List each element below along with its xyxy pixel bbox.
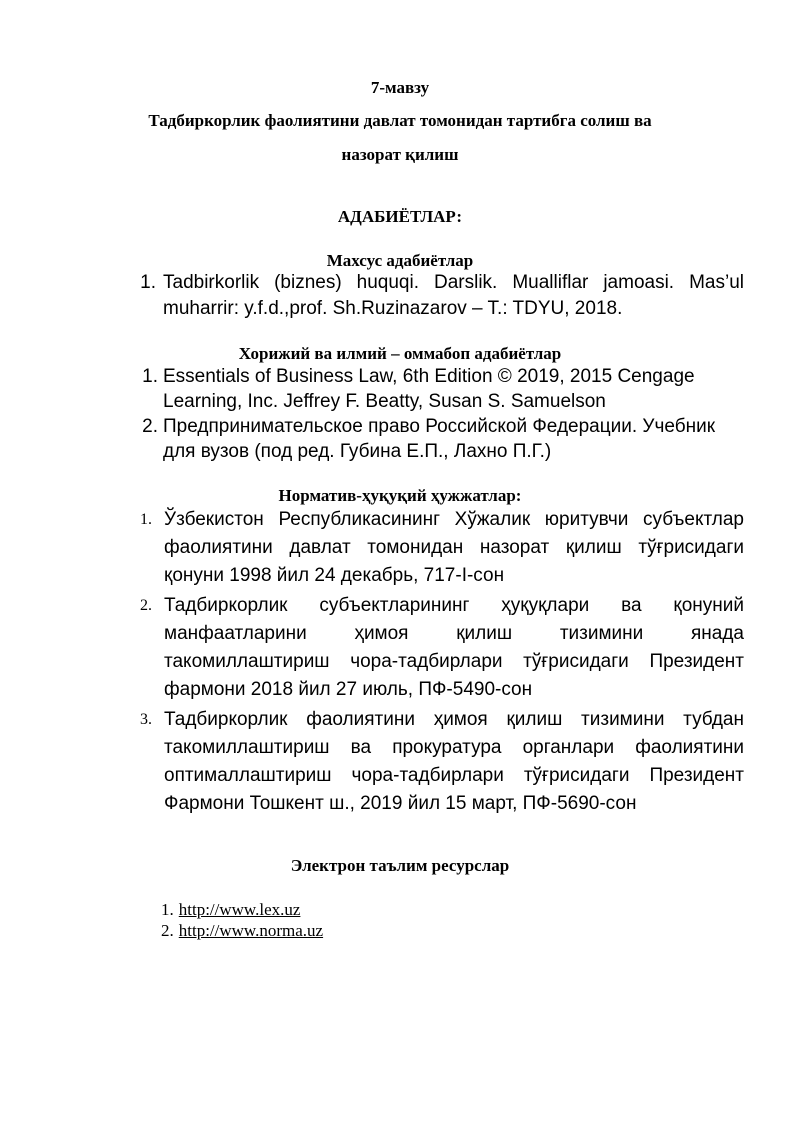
list-item [161,899,561,920]
list-item-text: Тадбиркорлик фаолиятини ҳимоя қилиш тизимини тубдан такомиллаштириш ва прокуратура органлари фаолиятини оптималлаштириш чора-тадбирлари тўғрисидаги Президент Фармони Тошкент ш., 2019 йил 15 март, ПФ-5690-сон [164,709,744,814]
list-item-text: Предпринимательское право Российской Федерации. Учебник для вузов (под ред. Губина Е.П., Лахно П.Г.) [163,416,716,462]
list-item-number: 2. [161,921,174,940]
topic-number: 7-мавзу [370,78,430,97]
foreign-literature-heading: Хорижий ва илмий – оммабоп адабиётлар [238,344,562,363]
list-item [161,920,561,941]
list-item-text: Тадбиркорлик субъектларининг ҳуқуқлари ва қонуний манфаатларини ҳимоя қилиш тизимини янада такомиллаштириш чора-тадбирлари тўғрисидаги Президент фармони 2018 йил 27 июль, ПФ-5490-сон [164,595,744,700]
lex-uz-link[interactable]: http://www.lex.uz [178,900,301,919]
list-item [140,270,744,322]
title-line-1: Тадбиркорлик фаолиятини давлат томонидан тартибга солиш ва [148,111,652,130]
electronic-resources-list [161,899,561,941]
list-item-number: 1. [142,366,158,387]
normative-documents-heading: Норматив-ҳуқуқий ҳужжатлар: [278,486,522,505]
norma-uz-link[interactable]: http://www.norma.uz [178,921,324,940]
electronic-resources-heading: Электрон таълим ресурслар [290,856,510,875]
foreign-literature-list [140,364,744,464]
list-item-text: Essentials of Business Law, 6th Edition © 2019, 2015 Cengage Learning, Inc. Jeffrey F. Beatty, Susan S. Samuelson [163,366,695,412]
list-item-text: Ўзбекистон Республикасининг Хўжалик юритувчи субъектлар фаолиятини давлат томонидан назорат қилиш тўғрисидаги қонуни 1998 йил 24 декабрь, 717-I-сон [164,509,744,586]
list-item-number: 1. [161,900,174,919]
list-item [140,364,744,414]
special-literature-list [140,270,744,322]
list-item [136,706,744,818]
special-literature-heading: Махсус адабиётлар [326,251,474,270]
list-item [140,414,744,464]
list-item-number: 2. [142,416,158,437]
list-item-number: 1. [140,272,156,293]
list-item [136,506,744,590]
list-item-number: 1. [140,511,152,528]
literature-heading: АДАБИЁТЛАР: [337,207,463,226]
list-item-number: 3. [140,711,152,728]
list-item-number: 2. [140,597,152,614]
list-item [136,592,744,704]
list-item-text: Tadbirkorlik (biznes) huquqi. Darslik. Mualliflar jamoasi. Mas’ul muharrir: y.f.d.,prof. Sh.Ruzinazarov – T.: TDYU, 2018. [163,272,744,319]
title-line-2: назорат қилиш [341,145,459,164]
normative-documents-list [136,506,744,818]
